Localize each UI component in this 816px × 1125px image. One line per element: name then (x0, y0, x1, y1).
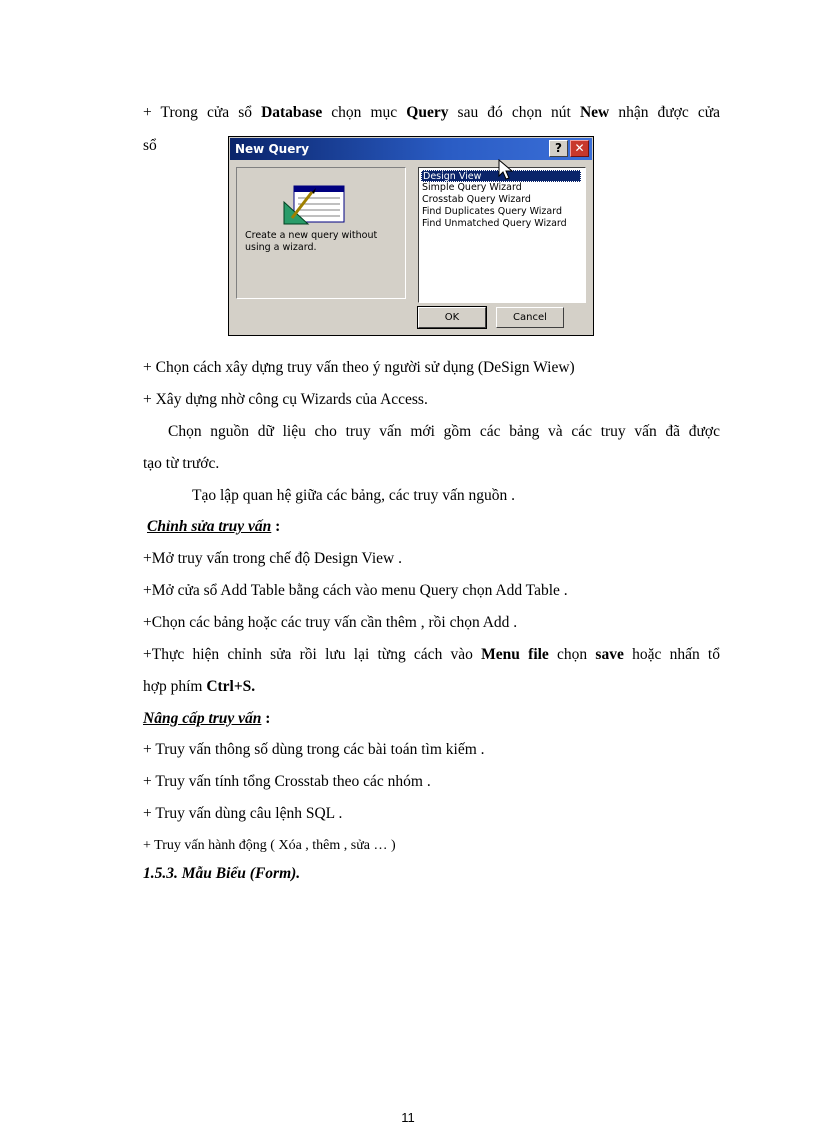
wizard-illustration-icon (282, 184, 348, 228)
list-item-find-unmatched-query-wizard[interactable]: Find Unmatched Query Wizard (422, 218, 567, 229)
intro-paragraph-line-2: sổ (143, 137, 157, 154)
text-crosstab-query: + Truy vấn tính tổng Crosstab theo các nhóm . (143, 773, 431, 790)
close-button[interactable]: ✕ (570, 140, 589, 157)
page-number: 11 (401, 1110, 415, 1125)
dialog-title: New Query (235, 142, 310, 156)
text-sql-query: + Truy vấn dùng câu lệnh SQL . (143, 805, 343, 822)
dialog-description: Create a new query without using a wizard. (245, 230, 378, 253)
list-item-simple-query-wizard[interactable]: Simple Query Wizard (422, 182, 522, 193)
heading-upgrade-query: Nâng cấp truy vấn : (143, 710, 271, 727)
text-wizards: + Xây dựng nhờ công cụ Wizards của Access. (143, 391, 428, 408)
list-item-crosstab-query-wizard[interactable]: Crosstab Query Wizard (422, 194, 531, 205)
text-add-table: +Mở cửa sổ Add Table bằng cách vào menu Query chọn Add Table . (143, 582, 568, 599)
text-relationships: Tạo lập quan hệ giữa các bảng, các truy vấn nguồn . (192, 487, 516, 504)
text-save-line-1: +Thực hiện chỉnh sửa rồi lưu lại từng cách vào Menu file chọn save hoặc nhấn tổ (143, 646, 720, 663)
text-source-data-line-1: Chọn nguồn dữ liệu cho truy vấn mới gồm các bảng và các truy vấn đã được (168, 423, 720, 440)
dialog-titlebar (230, 138, 592, 160)
text-parameter-query: + Truy vấn thông số dùng trong các bài toán tìm kiếm . (143, 741, 485, 758)
list-item-find-duplicates-query-wizard[interactable]: Find Duplicates Query Wizard (422, 206, 563, 217)
wizard-preview-panel (236, 167, 406, 299)
heading-edit-query: Chỉnh sửa truy vấn : (147, 518, 281, 535)
text-design-view: + Chọn cách xây dựng truy vấn theo ý người sử dụng (DeSign Wiew) (143, 359, 575, 376)
new-query-dialog (228, 136, 594, 336)
text-choose-tables: +Chọn các bảng hoặc các truy vấn cần thêm , rồi chọn Add . (143, 614, 518, 631)
text-save-line-2: hợp phím Ctrl+S. (143, 678, 256, 695)
text-action-query: + Truy vấn hành động ( Xóa , thêm , sửa … ) (143, 838, 396, 853)
intro-paragraph-line-1: + Trong cửa sổ Database chọn mục Query sau đó chọn nút New nhận được cửa (143, 104, 720, 121)
text-source-data-line-2: tạo từ trước. (143, 455, 220, 472)
mouse-cursor-icon (497, 159, 515, 181)
help-button[interactable]: ? (549, 140, 568, 157)
ok-button[interactable]: OK (418, 307, 486, 328)
list-item-design-view[interactable]: Design View (421, 170, 581, 182)
section-heading-form: 1.5.3. Mẫu Biểu (Form). (143, 865, 301, 882)
text-open-design-view: +Mở truy vấn trong chế độ Design View . (143, 550, 402, 567)
query-type-list[interactable] (418, 167, 586, 303)
cancel-button[interactable]: Cancel (496, 307, 564, 328)
